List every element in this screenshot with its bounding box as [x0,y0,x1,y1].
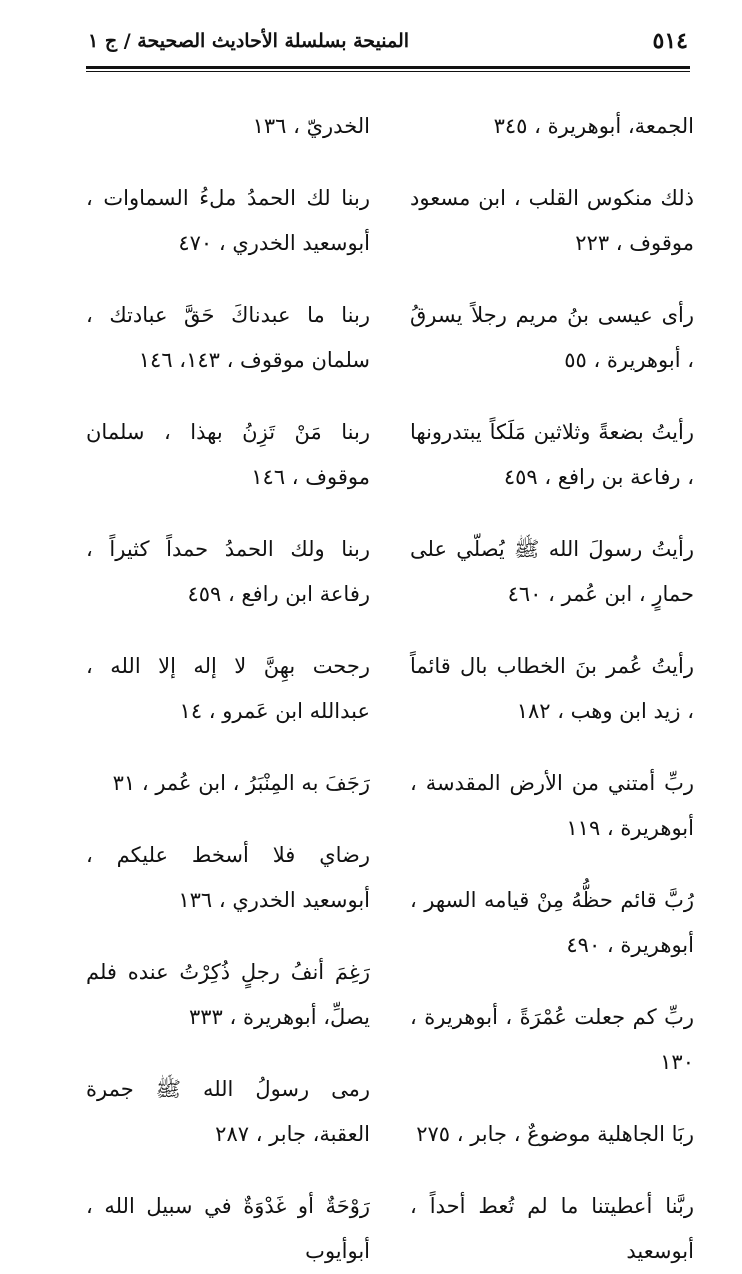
index-entry: رأى عيسى بنُ مريم رجلاً يسرقُ ، أبوهريرة ، ٥٥ [410,303,694,372]
index-entry: الجمعة، أبوهريرة ، ٣٤٥ [493,114,694,138]
index-entry: رَوْحَةٌ أو غَدْوَةٌ في سبيل الله ، أبوأيوب [86,1194,370,1263]
header-rule-thin [86,71,690,72]
index-entry: رأيتُ عُمر بنَ الخطاب بال قائماً ، زيد ابن وهب ، ١٨٢ [410,654,694,723]
index-entry: ربِّ أمتني من الأرض المقدسة ، أبوهريرة ، ١١٩ [410,771,694,840]
index-entry: رمى رسولُ الله ﷺ جمرة العقبة، جابر ، ٢٨٧ [86,1077,370,1146]
index-entry: رضاي فلا أسخط عليكم ، أبوسعيد الخدري ، ١٣٦ [86,843,370,912]
index-entry: ربنا ولك الحمدُ حمداً كثيراً ، رفاعة ابن رافع ، ٤٥٩ [86,537,370,606]
header-rule [86,66,690,69]
index-column-right [410,104,694,1263]
book-title: المنيحة بسلسلة الأحاديث الصحيحة / ج ١ [88,30,410,52]
index-entry: ربنا ما عبدناكَ حَقَّ عبادتك ، سلمان موقوف ، ١٤٣، ١٤٦ [86,303,370,372]
index-entry: رجحت بهِنَّ لا إله إلا الله ، عبدالله ابن عَمرو ، ١٤ [86,654,370,723]
index-entry: رُبَّ قائم حظُّهُ مِنْ قيامه السهر ، أبوهريرة ، ٤٩٠ [410,888,694,957]
index-entry: ذلك منكوس القلب ، ابن مسعود موقوف ، ٢٢٣ [410,186,694,255]
index-entry: رَجَفَ به المِنْبَرُ ، ابن عُمر ، ٣١ [112,771,370,795]
index-column-left [86,104,370,1263]
index-entry: رأيتُ بضعةً وثلاثين مَلَكاً يبتدرونها ، رفاعة بن رافع ، ٤٥٩ [410,420,694,489]
index-entry: الخدريّ ، ١٣٦ [252,114,370,138]
index-entry: ربِّ كم جعلت عُمْرَةً ، أبوهريرة ، ١٣٠ [410,1005,694,1074]
index-entry: ربنا مَنْ تَزِنُ بهذا ، سلمان موقوف ، ١٤٦ [86,420,370,489]
index-entry: رَغِمَ أنفُ رجلٍ ذُكِرْتُ عنده فلم يصلِّ، أبوهريرة ، ٣٣٣ [86,960,370,1029]
page-number: ٥١٤ [652,28,688,54]
index-entry: ربنا لك الحمدُ ملءُ السماوات ، أبوسعيد الخدري ، ٤٧٠ [86,186,370,255]
index-entry: ربَّنا أعطيتنا ما لم تُعط أحداً ، أبوسعيد [410,1194,694,1263]
index-entry: رأيتُ رسولَ الله ﷺ يُصلّي على حمارٍ ، ابن عُمر ، ٤٦٠ [410,537,694,606]
index-entry: ربَا الجاهلية موضوعٌ ، جابر ، ٢٧٥ [416,1122,694,1146]
page-header [88,26,688,66]
